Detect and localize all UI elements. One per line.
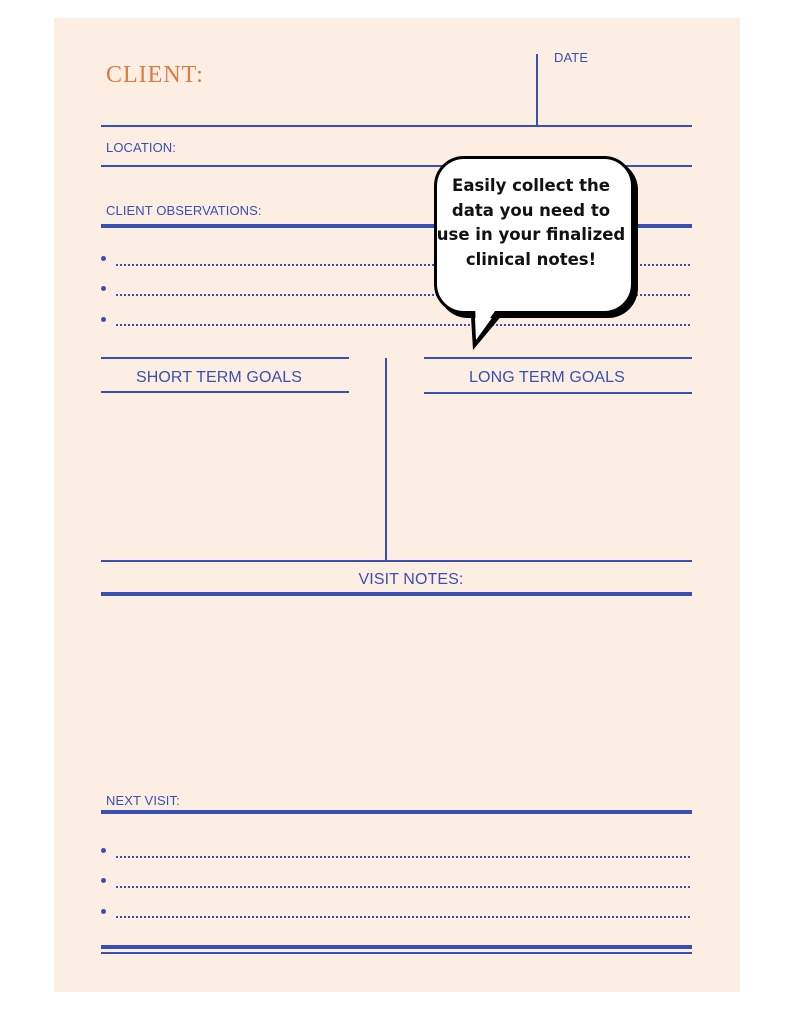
goals-divider xyxy=(385,358,387,561)
short-term-top-rule xyxy=(101,357,349,359)
location-label: LOCATION: xyxy=(106,140,177,155)
visit-notes-top-rule xyxy=(101,560,692,562)
visit-notes-underline xyxy=(101,592,692,596)
next-visit-bullet xyxy=(101,909,106,914)
next-visit-label: NEXT VISIT: xyxy=(106,793,180,808)
bottom-rule-thin xyxy=(101,952,692,954)
next-visit-underline xyxy=(101,810,692,814)
observations-label: CLIENT OBSERVATIONS: xyxy=(106,203,262,218)
short-term-goals-label: SHORT TERM GOALS xyxy=(135,369,303,386)
date-divider xyxy=(536,54,538,126)
short-term-bottom-rule xyxy=(101,391,349,393)
bottom-rule-thick xyxy=(101,945,692,949)
next-visit-bullet xyxy=(101,878,106,883)
date-label: DATE xyxy=(554,50,589,65)
next-visit-bullet xyxy=(101,848,106,853)
client-label: CLIENT: xyxy=(106,62,204,88)
next-visit-line[interactable] xyxy=(116,856,690,858)
visit-notes-label: VISIT NOTES: xyxy=(358,571,464,588)
callout-text: Easily collect the data you need to use in your finalized clinical notes! xyxy=(436,176,626,269)
observation-bullet xyxy=(101,317,106,322)
client-underline xyxy=(101,125,692,127)
next-visit-line[interactable] xyxy=(116,916,690,918)
observation-bullet xyxy=(101,256,106,261)
long-term-goals-label: LONG TERM GOALS xyxy=(469,369,625,386)
long-term-bottom-rule xyxy=(424,392,692,394)
observation-bullet xyxy=(101,286,106,291)
observation-line[interactable] xyxy=(116,324,690,326)
speech-bubble-tail-cover xyxy=(460,290,530,360)
next-visit-line[interactable] xyxy=(116,886,690,888)
